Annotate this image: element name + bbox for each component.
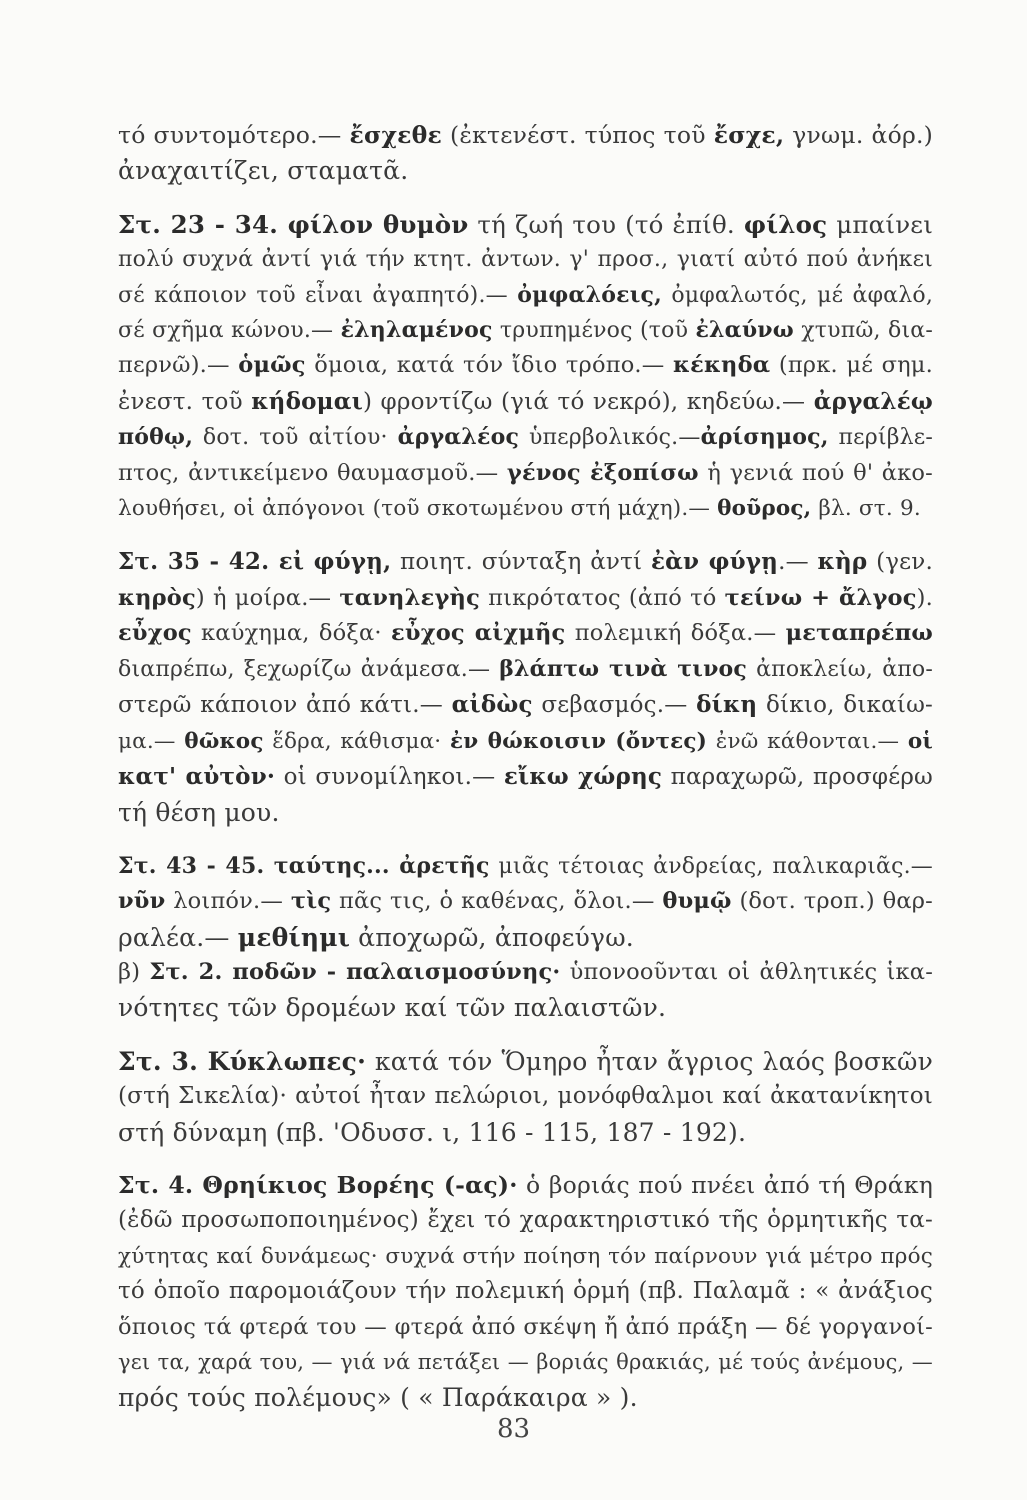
page-number: 83 <box>496 1414 531 1444</box>
lemma-term: ἐν θώκοισιν (ὄντες) <box>450 728 708 754</box>
gloss-text: διαπρέπω, ξεχωρίζω ἀνάμεσα.— <box>118 656 500 682</box>
lemma-term: εὖχος <box>118 620 192 647</box>
paragraph <box>118 955 933 1026</box>
gloss-text: (δοτ. τροπ.) θαρ- <box>731 888 933 915</box>
text-line <box>118 616 933 651</box>
gloss-text: ) ἡ μοίρα.— <box>195 584 340 611</box>
lemma-term: γένος ἐξοπίσω <box>506 459 699 486</box>
gloss-text: ὁ βοριάς πού πνέει ἀπό τή Θράκη <box>517 1170 933 1199</box>
lemma-term: οἱ <box>907 728 933 754</box>
gloss-text: γνωμ. ἀόρ.) <box>784 121 933 149</box>
gloss-text: (γεν. <box>867 549 933 576</box>
lemma-term: Στ. 4. Θρηίκιος Βορέης (-ας)· <box>118 1170 518 1199</box>
text-line <box>118 1239 933 1274</box>
paragraph <box>118 118 933 189</box>
text-line <box>118 207 933 242</box>
gloss-text: .— <box>778 549 818 576</box>
lemma-term: ἐλαύνω <box>695 317 794 344</box>
paragraph <box>118 544 933 830</box>
text-line <box>118 384 933 420</box>
gloss-text: δίκιο, δικαίω- <box>757 692 933 719</box>
text-line <box>118 652 933 687</box>
paragraph <box>118 849 933 955</box>
text-line <box>118 456 933 491</box>
text-line <box>118 1203 933 1238</box>
gloss-text: βλ. στ. 9. <box>811 496 921 522</box>
gloss-text: περίβλε- <box>828 425 933 451</box>
text-line <box>118 884 933 919</box>
lemma-term: ὁμῶς <box>238 352 306 379</box>
lemma-term: θοῦρος, <box>717 496 812 522</box>
gloss-text: ἀποχωρῶ, ἀποφεύγω. <box>350 922 634 952</box>
lemma-term: κατ' αὐτὸν· <box>118 762 276 790</box>
lemma-term: μεταπρέπω <box>785 620 933 647</box>
text-line <box>118 544 933 580</box>
gloss-text: λουθήσει, οἱ ἀπόγονοι (τοῦ σκοτωμένου στή μάχη).— <box>118 496 718 522</box>
lemma-term: ἔσχε, <box>713 121 785 149</box>
text-line <box>118 118 933 153</box>
text-line <box>118 687 933 723</box>
lemma-term: φίλος <box>743 209 828 239</box>
gloss-text: ἐνῶ κάθονται.— <box>707 728 908 754</box>
gloss-text: μιᾶς τέτοιας ἀνδρείας, παλικαριᾶς.— <box>489 853 934 879</box>
gloss-text: τό ὁποῖο παρομοιάζουν τήν πολεμική ὁρμή (πβ. Παλαμᾶ : « ἀνάξιος <box>118 1278 933 1305</box>
gloss-text: (ἐκτενέστ. τύπος τοῦ <box>441 121 714 149</box>
lemma-term: τὶς <box>290 888 332 915</box>
lemma-term: Στ. 23 - 34. φίλον θυμὸν <box>118 209 469 239</box>
gloss-text: λοιπόν.— <box>165 888 291 915</box>
gloss-text: γει τα, χαρά του, — γιά νά πετάξει — βοριάς θρακιάς, μέ τούς ἀνέμους, — <box>118 1350 933 1374</box>
gloss-text: χύτητας καί δυνάμεως· συχνά στήν ποίηση τόν παίρνουν γιά μέτρο πρός <box>118 1243 933 1269</box>
paragraph <box>118 1044 933 1150</box>
gloss-text: ὑπονοοῦνται οἱ ἀθλητικές ἱκα- <box>560 958 933 985</box>
lemma-term: ἔσχεθε <box>349 121 442 149</box>
gloss-text: ὅμοια, κατά τόν ἴδιο τρόπο.— <box>305 352 674 379</box>
lemma-term: κήδομαι <box>251 387 363 415</box>
lemma-term: βλάπτω τινὰ τινος <box>499 655 748 682</box>
gloss-text: πολεμική δόξα.— <box>565 620 786 647</box>
lemma-term: τανηλεγὴς <box>339 584 480 611</box>
lemma-term: αἰδὼς <box>451 691 533 719</box>
gloss-text: πτος, ἀντικείμενο θαυμασμοῦ.— <box>118 459 507 486</box>
lemma-term: πόθῳ, <box>118 424 194 451</box>
gloss-text: ἀποκλείω, ἀπο- <box>747 656 934 682</box>
lemma-term: θυμῷ <box>662 888 732 915</box>
lemma-term: Στ. 43 - 45. ταύτης... ἀρετῆς <box>118 852 490 879</box>
lemma-term: ὀμφαλόεις, <box>517 281 662 308</box>
text-line <box>118 1168 933 1203</box>
lemma-term: ἀργαλέῳ <box>813 387 933 415</box>
lemma-term: μεθίημι <box>237 922 351 952</box>
paragraph <box>118 207 933 527</box>
lemma-term: Στ. 3. Κύκλωπες· <box>118 1046 367 1076</box>
gloss-text: καύχημα, δόξα· <box>191 620 391 647</box>
text-line <box>118 153 933 188</box>
gloss-text: ραλέα.— <box>118 922 238 952</box>
text-line <box>118 955 933 990</box>
text-line <box>118 313 933 348</box>
gloss-text: τή θέση μου. <box>118 798 280 828</box>
gloss-text: ). <box>916 584 933 611</box>
text-line <box>118 1310 933 1345</box>
gloss-text: οἱ συνομίληκοι.— <box>275 763 504 790</box>
gloss-text: τρυπημένος (τοῦ <box>492 318 696 344</box>
gloss-text: πολύ συχνά ἀντί γιά τήν κτητ. ἀντων. γ' προσ., γιατί αὐτό πού ἀνήκει <box>118 247 933 273</box>
gloss-text: μα.— <box>118 728 185 754</box>
gloss-text: σέ κάποιον τοῦ εἶναι ἀγαπητό).— <box>118 282 518 308</box>
lemma-term: ἐὰν φύγῃ <box>650 548 779 576</box>
gloss-text: ὀμφαλωτός, μέ ἀφαλό, <box>662 282 934 308</box>
text-line <box>118 420 933 455</box>
lemma-term: Στ. 35 - 42. εἰ φύγῃ, <box>118 548 392 576</box>
text-line <box>118 491 933 526</box>
gloss-text: (στή Σικελία)· αὐτοί ἦταν πελώριοι, μονόφθαλμοι καί ἀκατανίκητοι <box>118 1083 933 1110</box>
commentary-text <box>118 118 933 1416</box>
text-line <box>118 581 933 616</box>
lemma-term: κέκηδα <box>673 352 771 379</box>
gloss-text: ἕδρα, κάθισμα· <box>263 728 450 754</box>
text-line <box>118 1274 933 1309</box>
lemma-term: εἴκω χώρης <box>503 762 663 790</box>
gloss-text: τή ζωή του (τό ἐπίθ. <box>468 209 744 239</box>
gloss-text: (πρκ. μέ σημ. <box>770 352 933 379</box>
gloss-text: κατά τόν Ὅμηρο ἦταν ἄγριος λαός βοσκῶν <box>366 1046 933 1076</box>
gloss-text: στή δύναμη (πβ. 'Οδυσσ. ι, 116 - 115, 187 - 192). <box>118 1117 747 1147</box>
lemma-term: θῶκος <box>184 728 264 754</box>
gloss-text: ἐνεστ. τοῦ <box>118 388 252 415</box>
gloss-text: (ἐδῶ προσωποποιημένος) ἔχει τό χαρακτηριστικό τῆς ὁρμητικῆς τα- <box>118 1207 933 1234</box>
lemma-term: ἀργαλέος <box>397 424 520 451</box>
lemma-term: δίκη <box>696 691 758 719</box>
lemma-term: τείνω + ἄλγος <box>724 584 917 611</box>
text-line <box>118 920 933 955</box>
text-line <box>118 849 933 884</box>
gloss-text: ) φροντίζω (γιά τό νεκρό), κηδεύω.— <box>362 388 814 415</box>
gloss-text: παραχωρῶ, προσφέρω <box>662 763 933 790</box>
paragraph <box>118 1168 933 1416</box>
lemma-term: κηρὸς <box>118 584 196 611</box>
gloss-text: χτυπῶ, δια- <box>793 318 933 344</box>
lemma-term: Στ. 2. ποδῶν - παλαισμοσύνης· <box>149 958 561 985</box>
text-line <box>118 990 933 1025</box>
text-line <box>118 795 933 830</box>
gloss-text: σέ σχῆμα κώνου.— <box>118 318 341 344</box>
lemma-term: νῦν <box>118 888 166 915</box>
text-line <box>118 1044 933 1079</box>
gloss-text: β) <box>118 958 150 985</box>
gloss-text: πρός τούς πολέμους» ( « Παράκαιρα » ). <box>118 1383 638 1413</box>
lemma-term: ἐληλαμένος <box>340 317 493 344</box>
text-line <box>118 242 933 277</box>
gloss-text: πικρότατος (ἀπό τό <box>479 584 725 611</box>
gloss-text: δοτ. τοῦ αἰτίου· <box>193 425 398 451</box>
gloss-text: πᾶς τις, ὁ καθένας, ὅλοι.— <box>331 888 663 915</box>
gloss-text: μπαίνει <box>827 209 934 239</box>
gloss-text: ποιητ. σύνταξη ἀντί <box>391 549 651 576</box>
text-line <box>118 1079 933 1114</box>
text-line <box>118 724 933 759</box>
text-line <box>118 759 933 795</box>
gloss-text: ὑπερβολικός.— <box>519 425 701 451</box>
gloss-text: σεβασμός.— <box>532 692 697 719</box>
gloss-text: ὅποιος τά φτερά του — φτερά ἀπό σκέψη ἤ ἀπό πράξη — δέ γοργανοί- <box>118 1313 933 1340</box>
lemma-term: κὴρ <box>817 548 868 576</box>
lemma-term: εὖχος αἰχμῆς <box>391 620 566 647</box>
lemma-term: ἀρίσημος, <box>700 424 829 451</box>
gloss-text: στερῶ κάποιον ἀπό κάτι.— <box>118 692 452 719</box>
text-line <box>118 278 933 313</box>
gloss-text: περνῶ).— <box>118 352 239 379</box>
text-line <box>118 1115 933 1150</box>
gloss-text: νότητες τῶν δρομέων καί τῶν παλαιστῶν. <box>118 993 667 1023</box>
gloss-text: ἡ γενιά πού θ' ἀκο- <box>698 459 933 486</box>
text-line <box>118 348 933 383</box>
gloss-text: ἀναχαιτίζει, σταματᾶ. <box>118 156 409 186</box>
text-line <box>118 1380 933 1415</box>
text-line <box>118 1345 933 1380</box>
gloss-text: τό συντομότερο.— <box>118 121 350 149</box>
